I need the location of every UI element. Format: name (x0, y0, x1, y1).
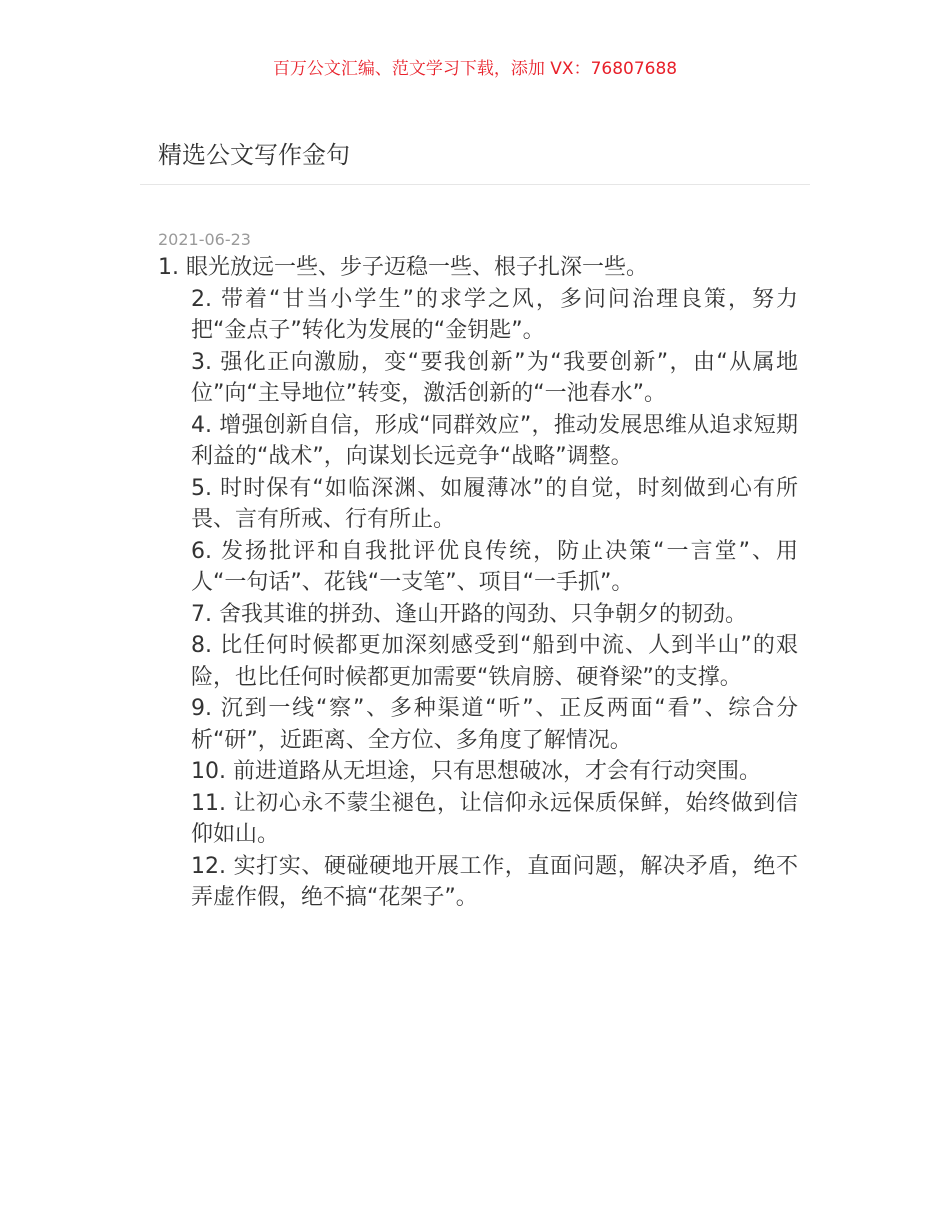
quote-item: 6. 发扬批评和自我批评优良传统，防止决策“一言堂”、用人“一句话”、花钱“一支笔”、项目“一手抓”。 (191, 538, 798, 595)
quote-item: 9. 沉到一线“察”、多种渠道“听”、正反两面“看”、综合分析“研”，近距离、全方位、多角度了解情况。 (191, 696, 798, 753)
quote-item: 2. 带着“甘当小学生”的求学之风，多问问治理良策，努力把“金点子”转化为发展的“金钥匙”。 (191, 286, 798, 343)
quote-item: 8. 比任何时候都更加深刻感受到“船到中流、人到半山”的艰险，也比任何时候都更加需要“铁肩膀、硬脊梁”的支撑。 (191, 633, 798, 690)
article-title: 精选公文写作金句 (158, 141, 350, 169)
quote-item: 12. 实打实、硬碰硬地开展工作，直面问题，解决矛盾，绝不弄虚作假，绝不搞“花架子”。 (191, 853, 798, 910)
quote-item: 7. 舍我其谁的拼劲、逢山开路的闯劲、只争朝夕的韧劲。 (191, 601, 747, 627)
quote-item: 1. 眼光放远一些、步子迈稳一些、根子扎深一些。 (158, 255, 648, 280)
quote-item: 3. 强化正向激励，变“要我创新”为“我要创新”，由“从属地位”向“主导地位”转变，激活创新的“一池春水”。 (191, 349, 798, 406)
promo-banner: 百万公文汇编、范文学习下载，添加 VX：76807688 (272, 59, 678, 79)
quote-item: 10. 前进道路从无坦途，只有思想破冰，才会有行动突围。 (191, 759, 761, 784)
title-divider (140, 184, 810, 185)
quote-item: 11. 让初心永不蒙尘褪色，让信仰永远保质保鲜，始终做到信仰如山。 (191, 790, 798, 847)
quote-list (158, 252, 798, 914)
quote-item: 5. 时时保有“如临深渊、如履薄冰”的自觉，时刻做到心有所畏、言有所戒、行有所止。 (191, 475, 798, 532)
quote-item: 4. 增强创新自信，形成“同群效应”，推动发展思维从追求短期利益的“战术”，向谋划长远竞争“战略”调整。 (191, 412, 798, 469)
publish-date: 2021-06-23 (158, 230, 251, 249)
